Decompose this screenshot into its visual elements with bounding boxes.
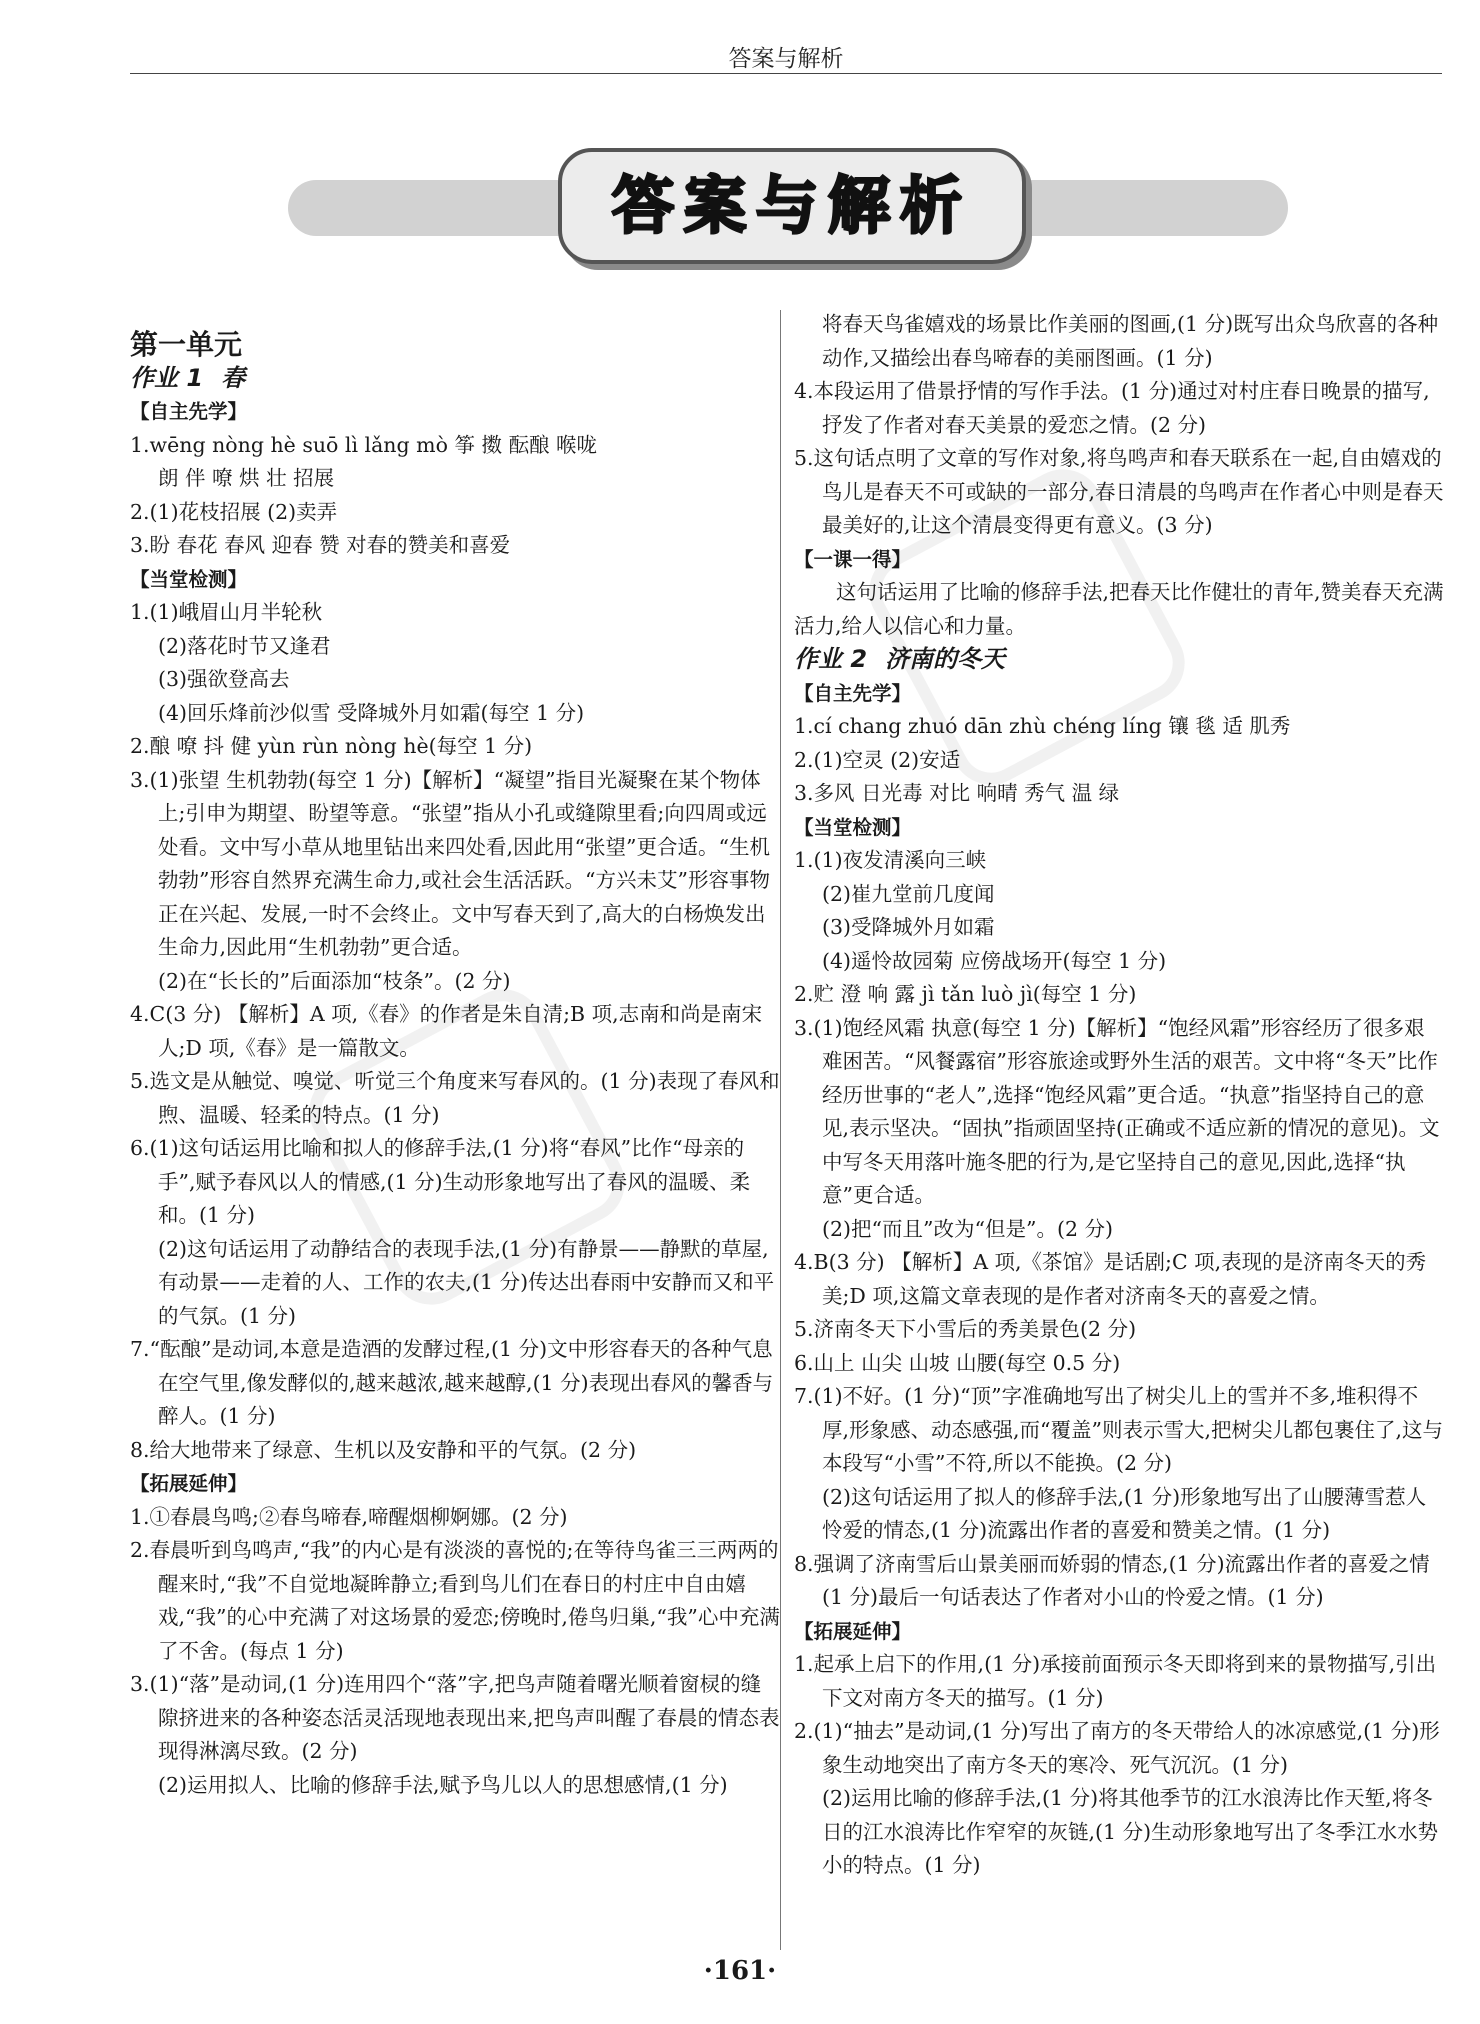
answer-line: 2.(1)空灵 (2)安适 xyxy=(794,747,961,772)
section-heading: 【拓展延伸】 xyxy=(794,1619,912,1643)
running-header-title: 答案与解析 xyxy=(728,46,844,72)
section-heading: 【拓展延伸】 xyxy=(130,1472,248,1495)
answer-line: 1.(1)峨眉山月半轮秋 xyxy=(130,600,323,624)
title-banner xyxy=(558,148,1026,264)
answer-line: (3)强欲登高去 xyxy=(158,667,290,691)
answer-line: (3)受降城外月如霜 xyxy=(822,915,995,939)
answer-line: 5.选文是从触觉、嗅觉、听觉三个角度来写春风的。(1 分)表现了春风和煦、温暖、轻柔的特点。(1 分) xyxy=(130,1069,780,1127)
task-number: 作业 2 xyxy=(794,645,868,673)
right-column xyxy=(794,308,1444,1883)
answer-line: (2)崔九堂前几度闻 xyxy=(822,881,995,906)
section-heading: 【自主先学】 xyxy=(130,400,248,423)
page-number: ·161· xyxy=(703,1956,777,1986)
unit-title: 第一单元 xyxy=(130,328,243,361)
section-heading: 【自主先学】 xyxy=(794,681,912,705)
answer-line: 2.春晨听到鸟鸣声,“我”的内心是有淡淡的喜悦的;在等待鸟雀三三两两的醒来时,“我”不自觉地凝眸静立;看到鸟儿们在春日的村庄中自由嬉戏,“我”的心中充满了对这场景的爱恋;傍晚时,倦鸟归巢,“我”心中充满了不舍。(每点 1 分) xyxy=(130,1538,780,1663)
answer-line: 4.B(3 分) 【解析】A 项,《茶馆》是话剧;C 项,表现的是济南冬天的秀美;D 项,这篇文章表现的是作者对济南冬天的喜爱之情。 xyxy=(794,1250,1427,1308)
answer-line: 4.本段运用了借景抒情的写作手法。(1 分)通过对村庄春日晚景的描写,抒发了作者对春天美景的爱恋之情。(2 分) xyxy=(794,379,1430,437)
task-heading xyxy=(130,362,780,396)
answer-line: 将春天鸟雀嬉戏的场景比作美丽的图画,(1 分)既写出众鸟欣喜的各种动作,又描绘出春鸟啼春的美丽图画。(1 分) xyxy=(822,312,1439,370)
answer-line: 3.(1)张望 生机勃勃(每空 1 分)【解析】“凝望”指目光凝聚在某个物体上;引申为期望、盼望等意。“张望”指从小孔或缝隙里看;向四周或远处看。文中写小草从地里钻出来四处看,因此用“张望”更合适。“生机勃勃”形容自然界充满生命力,或社会生活活跃。“方兴未艾”形容事物正在兴起、发展,一时不会终止。文中写春天到了,高大的白杨焕发出生命力,因此用“生机勃勃”更合适。 xyxy=(130,767,770,959)
answer-line: (2)在“长长的”后面添加“枝条”。(2 分) xyxy=(158,968,511,993)
answer-line: (2)运用比喻的修辞手法,(1 分)将其他季节的江水浪涛比作天堑,将冬日的江水浪涛比作窄窄的灰链,(1 分)生动形象地写出了冬季江水水势小的特点。(1 分) xyxy=(822,1786,1439,1877)
answer-line: (4)遥怜故园菊 应傍战场开(每空 1 分) xyxy=(822,948,1167,973)
answer-line: (2)这句话运用了动静结合的表现手法,(1 分)有静景——静默的草屋,有动景——走着的人、工作的农夫,(1 分)传达出春雨中安静而又和平的气氛。(1 分) xyxy=(158,1236,775,1328)
answer-line: 6.山上 山尖 山坡 山腰(每空 0.5 分) xyxy=(794,1350,1121,1375)
answer-line: 8.给大地带来了绿意、生机以及安静和平的气氛。(2 分) xyxy=(130,1437,637,1462)
section-heading: 【当堂检测】 xyxy=(794,815,912,839)
task-heading xyxy=(794,643,1444,677)
answer-line: 2.酿 嘹 抖 健 yùn rùn nòng hè(每空 1 分) xyxy=(130,734,533,758)
answer-line: 1.cí chang zhuó dān zhù chéng líng 镶 毯 适 肌秀 xyxy=(794,714,1291,738)
section-heading: 【一课一得】 xyxy=(794,547,912,571)
summary-paragraph: 这句话运用了比喻的修辞手法,把春天比作健壮的青年,赞美春天充满活力,给人以信心和力量。 xyxy=(794,580,1444,638)
answer-line: 3.多风 日光毒 对比 响晴 秀气 温 绿 xyxy=(794,781,1120,805)
answer-line: 5.济南冬天下小雪后的秀美景色(2 分) xyxy=(794,1317,1137,1341)
answer-line: (4)回乐烽前沙似雪 受降城外月如霜(每空 1 分) xyxy=(158,700,585,725)
answer-line: 2.贮 澄 响 露 jì tǎn luò jì(每空 1 分) xyxy=(794,982,1137,1006)
header-rule xyxy=(130,73,1442,74)
answer-line: 3.(1)饱经风霜 执意(每空 1 分)【解析】“饱经风霜”形容经历了很多艰难困苦。“风餐露宿”形容旅途或野外生活的艰苦。文中将“冬天”比作经历世事的“老人”,选择“饱经风霜”更合适。“执意”指坚持自己的意见,表示坚决。“固执”指顽固坚持(正确或不适应新的情况的意见)。文中写冬天用落叶施冬肥的行为,是它坚持自己的意见,因此,选择“执意”更合适。 xyxy=(794,1015,1440,1207)
answer-line: 6.(1)这句话运用比喻和拟人的修辞手法,(1 分)将“春风”比作“母亲的手”,赋予春风以人的情感,(1 分)生动形象地写出了春风的温暖、柔和。(1 分) xyxy=(130,1136,751,1227)
section-heading: 【当堂检测】 xyxy=(130,567,248,591)
answer-line: 7.(1)不好。(1 分)“顶”字准确地写出了树尖儿上的雪并不多,堆积得不厚,形象感、动态感强,而“覆盖”则表示雪大,把树尖儿都包裹住了,这与本段写“小雪”不符,所以不能换。(2 分) xyxy=(794,1384,1444,1475)
answer-line: 1.起承上启下的作用,(1 分)承接前面预示冬天即将到来的景物描写,引出下文对南方冬天的描写。(1 分) xyxy=(794,1652,1437,1710)
left-column xyxy=(130,328,780,1802)
answer-line: (2)运用拟人、比喻的修辞手法,赋予鸟儿以人的思想感情,(1 分) xyxy=(158,1772,728,1797)
answer-line: 3.盼 春花 春风 迎春 赞 对春的赞美和喜爱 xyxy=(130,533,511,557)
answer-line: 4.C(3 分) 【解析】A 项,《春》的作者是朱自清;B 项,志南和尚是南宋人;D 项,《春》是一篇散文。 xyxy=(130,1002,763,1060)
answer-line: 朗 伴 嘹 烘 壮 招展 xyxy=(158,466,335,490)
task-name: 济南的冬天 xyxy=(885,645,1006,673)
answer-line: 3.(1)“落”是动词,(1 分)连用四个“落”字,把鸟声随着曙光顺着窗棂的缝隙挤进来的各种姿态活灵活现地表现出来,把鸟声叫醒了春晨的情态表现得淋漓尽致。(2 分) xyxy=(130,1672,780,1763)
answer-line: 7.“酝酿”是动词,本意是造酒的发酵过程,(1 分)文中形容春天的各种气息在空气里,像发酵似的,越来越浓,越来越醇,(1 分)表现出春风的馨香与醉人。(1 分) xyxy=(130,1337,774,1428)
task-name: 春 xyxy=(221,363,246,392)
answer-line: 5.这句话点明了文章的写作对象,将鸟鸣声和春天联系在一起,自由嬉戏的鸟儿是春天不可或缺的一部分,春日清晨的鸟鸣声在作者心中则是春天最美好的,让这个清晨变得更有意义。(3 分) xyxy=(794,446,1444,537)
column-divider xyxy=(780,310,781,1950)
answer-line: (2)把“而且”改为“但是”。(2 分) xyxy=(822,1216,1114,1241)
answer-line: (2)这句话运用了拟人的修辞手法,(1 分)形象地写出了山腰薄雪惹人怜爱的情态,(1 分)流露出作者的喜爱和赞美之情。(1 分) xyxy=(822,1484,1427,1542)
answer-line: (2)落花时节又逢君 xyxy=(158,633,331,658)
answer-line: 2.(1)“抽去”是动词,(1 分)写出了南方的冬天带给人的冰凉感觉,(1 分)形象生动地突出了南方冬天的寒冷、死气沉沉。(1 分) xyxy=(794,1719,1440,1777)
answer-line: 2.(1)花枝招展 (2)卖弄 xyxy=(130,499,338,524)
banner-title: 答案与解析 xyxy=(611,169,972,242)
task-number: 作业 1 xyxy=(130,363,204,392)
answer-line: 1.(1)夜发清溪向三峡 xyxy=(794,848,987,872)
answer-line: 1.①春晨鸟鸣;②春鸟啼春,啼醒烟柳婀娜。(2 分) xyxy=(130,1504,568,1529)
answer-line: 8.强调了济南雪后山景美丽而娇弱的情态,(1 分)流露出作者的喜爱之情(1 分)最后一句话表达了作者对小山的怜爱之情。(1 分) xyxy=(794,1551,1430,1609)
answer-line: 1.wēng nòng hè suō lì lǎng mò 筝 擞 酝酿 喉咙 xyxy=(130,432,597,457)
